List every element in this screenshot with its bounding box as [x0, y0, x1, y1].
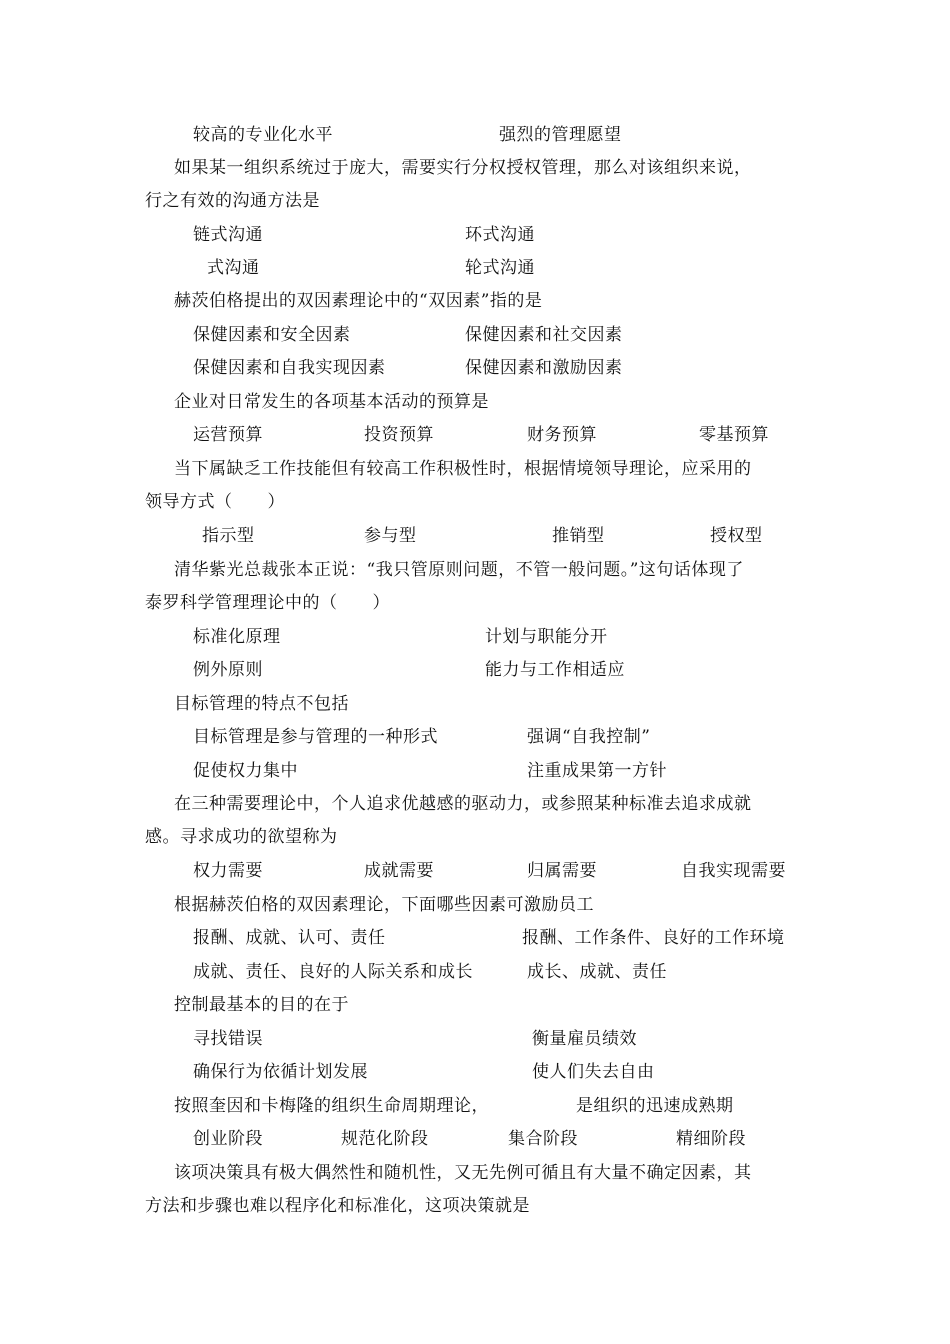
- option: 集合阶段: [508, 1129, 578, 1149]
- option: 参与型: [364, 526, 417, 546]
- option: 确保行为依循计划发展: [193, 1062, 368, 1082]
- option: 投资预算: [364, 425, 434, 445]
- option: 保健因素和自我实现因素: [193, 358, 386, 378]
- option: 运营预算: [193, 425, 263, 445]
- question-stem-cont: 行之有效的沟通方法是: [145, 191, 320, 211]
- question-stem: 该项决策具有极大偶然性和随机性，又无先例可循且有大量不确定因素，其: [174, 1163, 752, 1183]
- option: 保健因素和激励因素: [465, 358, 623, 378]
- question-stem-cont: 泰罗科学管理理论中的（ ）: [145, 593, 390, 613]
- option: 指示型: [202, 526, 255, 546]
- option: 链式沟通: [193, 225, 263, 245]
- question-stem: 当下属缺乏工作技能但有较高工作积极性时，根据情境领导理论，应采用的: [174, 459, 752, 479]
- option: 规范化阶段: [341, 1129, 429, 1149]
- question-stem: 根据赫茨伯格的双因素理论，下面哪些因素可激励员工: [174, 895, 594, 915]
- question-stem: 清华紫光总裁张本正说：“我只管原则问题，不管一般问题。”这句话体现了: [174, 560, 744, 580]
- option: 成长、成就、责任: [527, 962, 667, 982]
- question-stem-cont: 感。寻求成功的欲望称为: [145, 827, 338, 847]
- question-stem: 在三种需要理论中，个人追求优越感的驱动力，或参照某种标准去追求成就: [174, 794, 752, 814]
- question-stem: 按照奎因和卡梅隆的组织生命周期理论，: [174, 1096, 489, 1116]
- question-stem: 赫茨伯格提出的双因素理论中的“双因素”指的是: [174, 291, 543, 311]
- option: 寻找错误: [193, 1029, 263, 1049]
- option: 能力与工作相适应: [485, 660, 625, 680]
- option: 目标管理是参与管理的一种形式: [193, 727, 438, 747]
- option: 报酬、成就、认可、责任: [193, 928, 386, 948]
- option: 成就需要: [364, 861, 434, 881]
- option: 例外原则: [193, 660, 263, 680]
- question-stem: 企业对日常发生的各项基本活动的预算是: [174, 392, 489, 412]
- question-stem-tail: 是组织的迅速成熟期: [576, 1096, 734, 1116]
- option: 保健因素和社交因素: [465, 325, 623, 345]
- option: 式沟通: [207, 258, 260, 278]
- option: 创业阶段: [193, 1129, 263, 1149]
- option: 财务预算: [527, 425, 597, 445]
- option: 强调“自我控制”: [527, 727, 651, 747]
- question-stem: 控制最基本的目的在于: [174, 995, 349, 1015]
- option: 计划与职能分开: [485, 627, 608, 647]
- option: 报酬、工作条件、良好的工作环境: [522, 928, 785, 948]
- option: 精细阶段: [676, 1129, 746, 1149]
- option: 使人们失去自由: [532, 1062, 655, 1082]
- option: 授权型: [710, 526, 763, 546]
- option: 保健因素和安全因素: [193, 325, 351, 345]
- option: 推销型: [552, 526, 605, 546]
- option: 自我实现需要: [681, 861, 786, 881]
- option: 强烈的管理愿望: [499, 125, 622, 145]
- option: 轮式沟通: [465, 258, 535, 278]
- option: 环式沟通: [465, 225, 535, 245]
- option: 较高的专业化水平: [193, 125, 333, 145]
- question-stem-cont: 方法和步骤也难以程序化和标准化，这项决策就是: [145, 1196, 530, 1216]
- option: 权力需要: [193, 861, 263, 881]
- question-stem: 目标管理的特点不包括: [174, 694, 349, 714]
- question-stem: 如果某一组织系统过于庞大，需要实行分权授权管理，那么对该组织来说，: [174, 158, 752, 178]
- option: 成就、责任、良好的人际关系和成长: [193, 962, 473, 982]
- option: 注重成果第一方针: [527, 761, 667, 781]
- option: 促使权力集中: [193, 761, 298, 781]
- question-stem-cont: 领导方式（ ）: [145, 492, 285, 512]
- option: 零基预算: [699, 425, 769, 445]
- option: 标准化原理: [193, 627, 281, 647]
- option: 衡量雇员绩效: [532, 1029, 637, 1049]
- option: 归属需要: [527, 861, 597, 881]
